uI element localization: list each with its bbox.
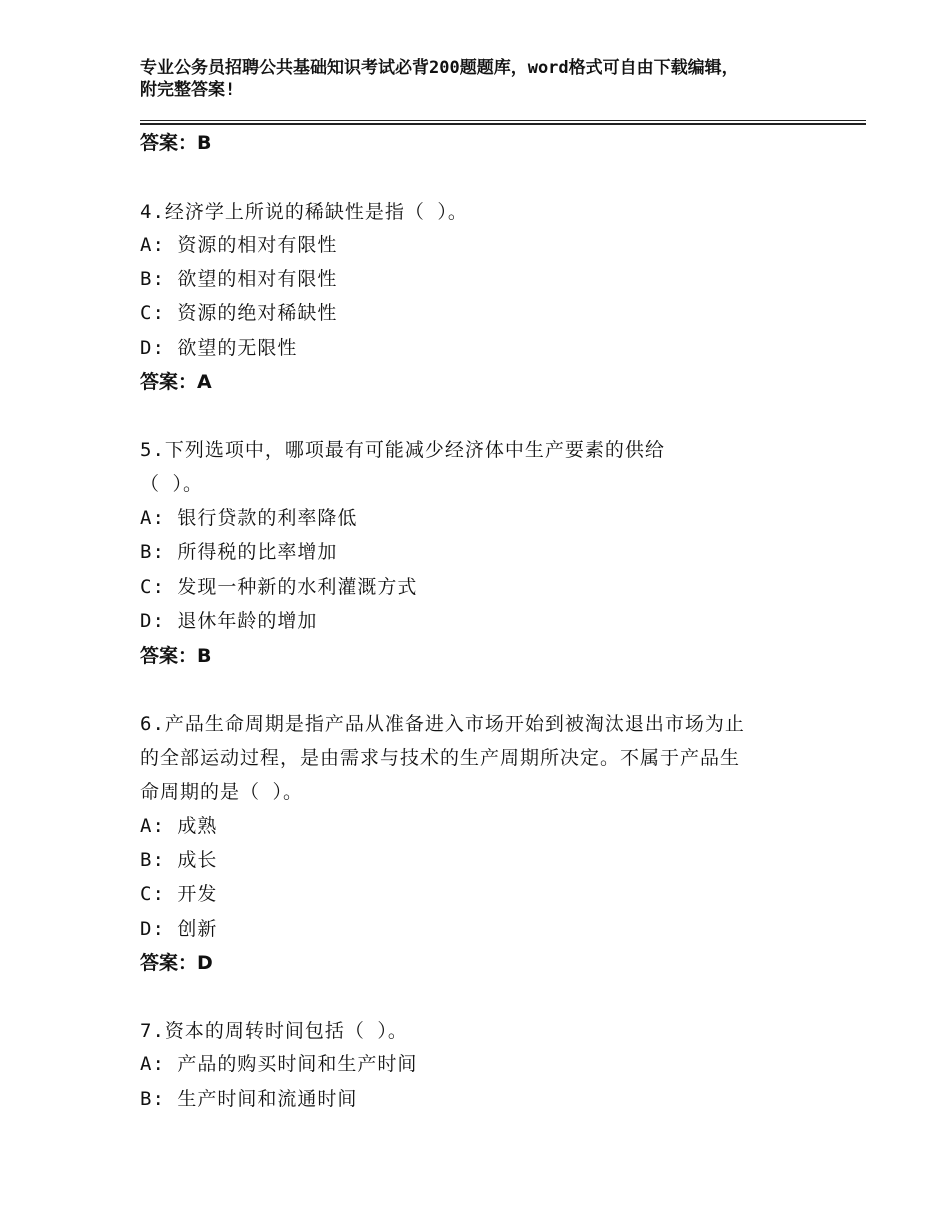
question-6-stem-line: 的全部运动过程，是由需求与技术的生产周期所决定。不属于产品生 [140,747,741,769]
question-5-stem [140,433,800,501]
question-6-option-c: C: 开发 [140,883,218,905]
question-5-option-a: A: 银行贷款的利率降低 [140,507,358,529]
question-6-option-d: D: 创新 [140,918,218,940]
question-5-option-b: B: 所得税的比率增加 [140,541,338,563]
question-5-stem-line: 5.下列选项中，哪项最有可能减少经济体中生产要素的供给 [140,439,665,461]
question-5-stem-line: （ ）。 [140,473,203,495]
question-4-stem [140,195,800,229]
question-7-option-a: A: 产品的购买时间和生产时间 [140,1053,418,1075]
question-4-answer: 答案：A [140,371,212,393]
header-rule-thick [140,123,866,125]
question-4-option-a: A: 资源的相对有限性 [140,234,338,256]
question-4-option-d: D: 欲望的无限性 [140,337,298,359]
answer-previous: 答案：B [140,132,212,154]
header-line-1: 专业公务员招聘公共基础知识考试必背200题题库，word格式可自由下载编辑， [140,58,739,78]
question-7-stem-line: 7.资本的周转时间包括（ ）。 [140,1020,408,1042]
header-line-2: 附完整答案! [140,80,236,100]
question-6-option-b: B: 成长 [140,849,218,871]
question-6-stem-line: 6.产品生命周期是指产品从准备进入市场开始到被淘汰退出市场为止 [140,713,745,735]
question-4-option-b: B: 欲望的相对有限性 [140,268,338,290]
question-4-option-c: C: 资源的绝对稀缺性 [140,302,338,324]
question-5-option-c: C: 发现一种新的水利灌溉方式 [140,576,418,598]
question-7-stem [140,1014,800,1048]
question-6-stem-line: 命周期的是（ ）。 [140,781,303,803]
question-5-option-d: D: 退休年龄的增加 [140,610,318,632]
question-7-option-b: B: 生产时间和流通时间 [140,1088,358,1110]
page-header [140,57,820,101]
question-4-stem-line: 4.经济学上所说的稀缺性是指（ ）。 [140,201,468,223]
question-6-answer: 答案：D [140,952,213,974]
header-rule-thin [140,120,866,121]
question-6-option-a: A: 成熟 [140,815,218,837]
question-5-answer: 答案：B [140,645,212,667]
question-6-stem [140,707,800,809]
